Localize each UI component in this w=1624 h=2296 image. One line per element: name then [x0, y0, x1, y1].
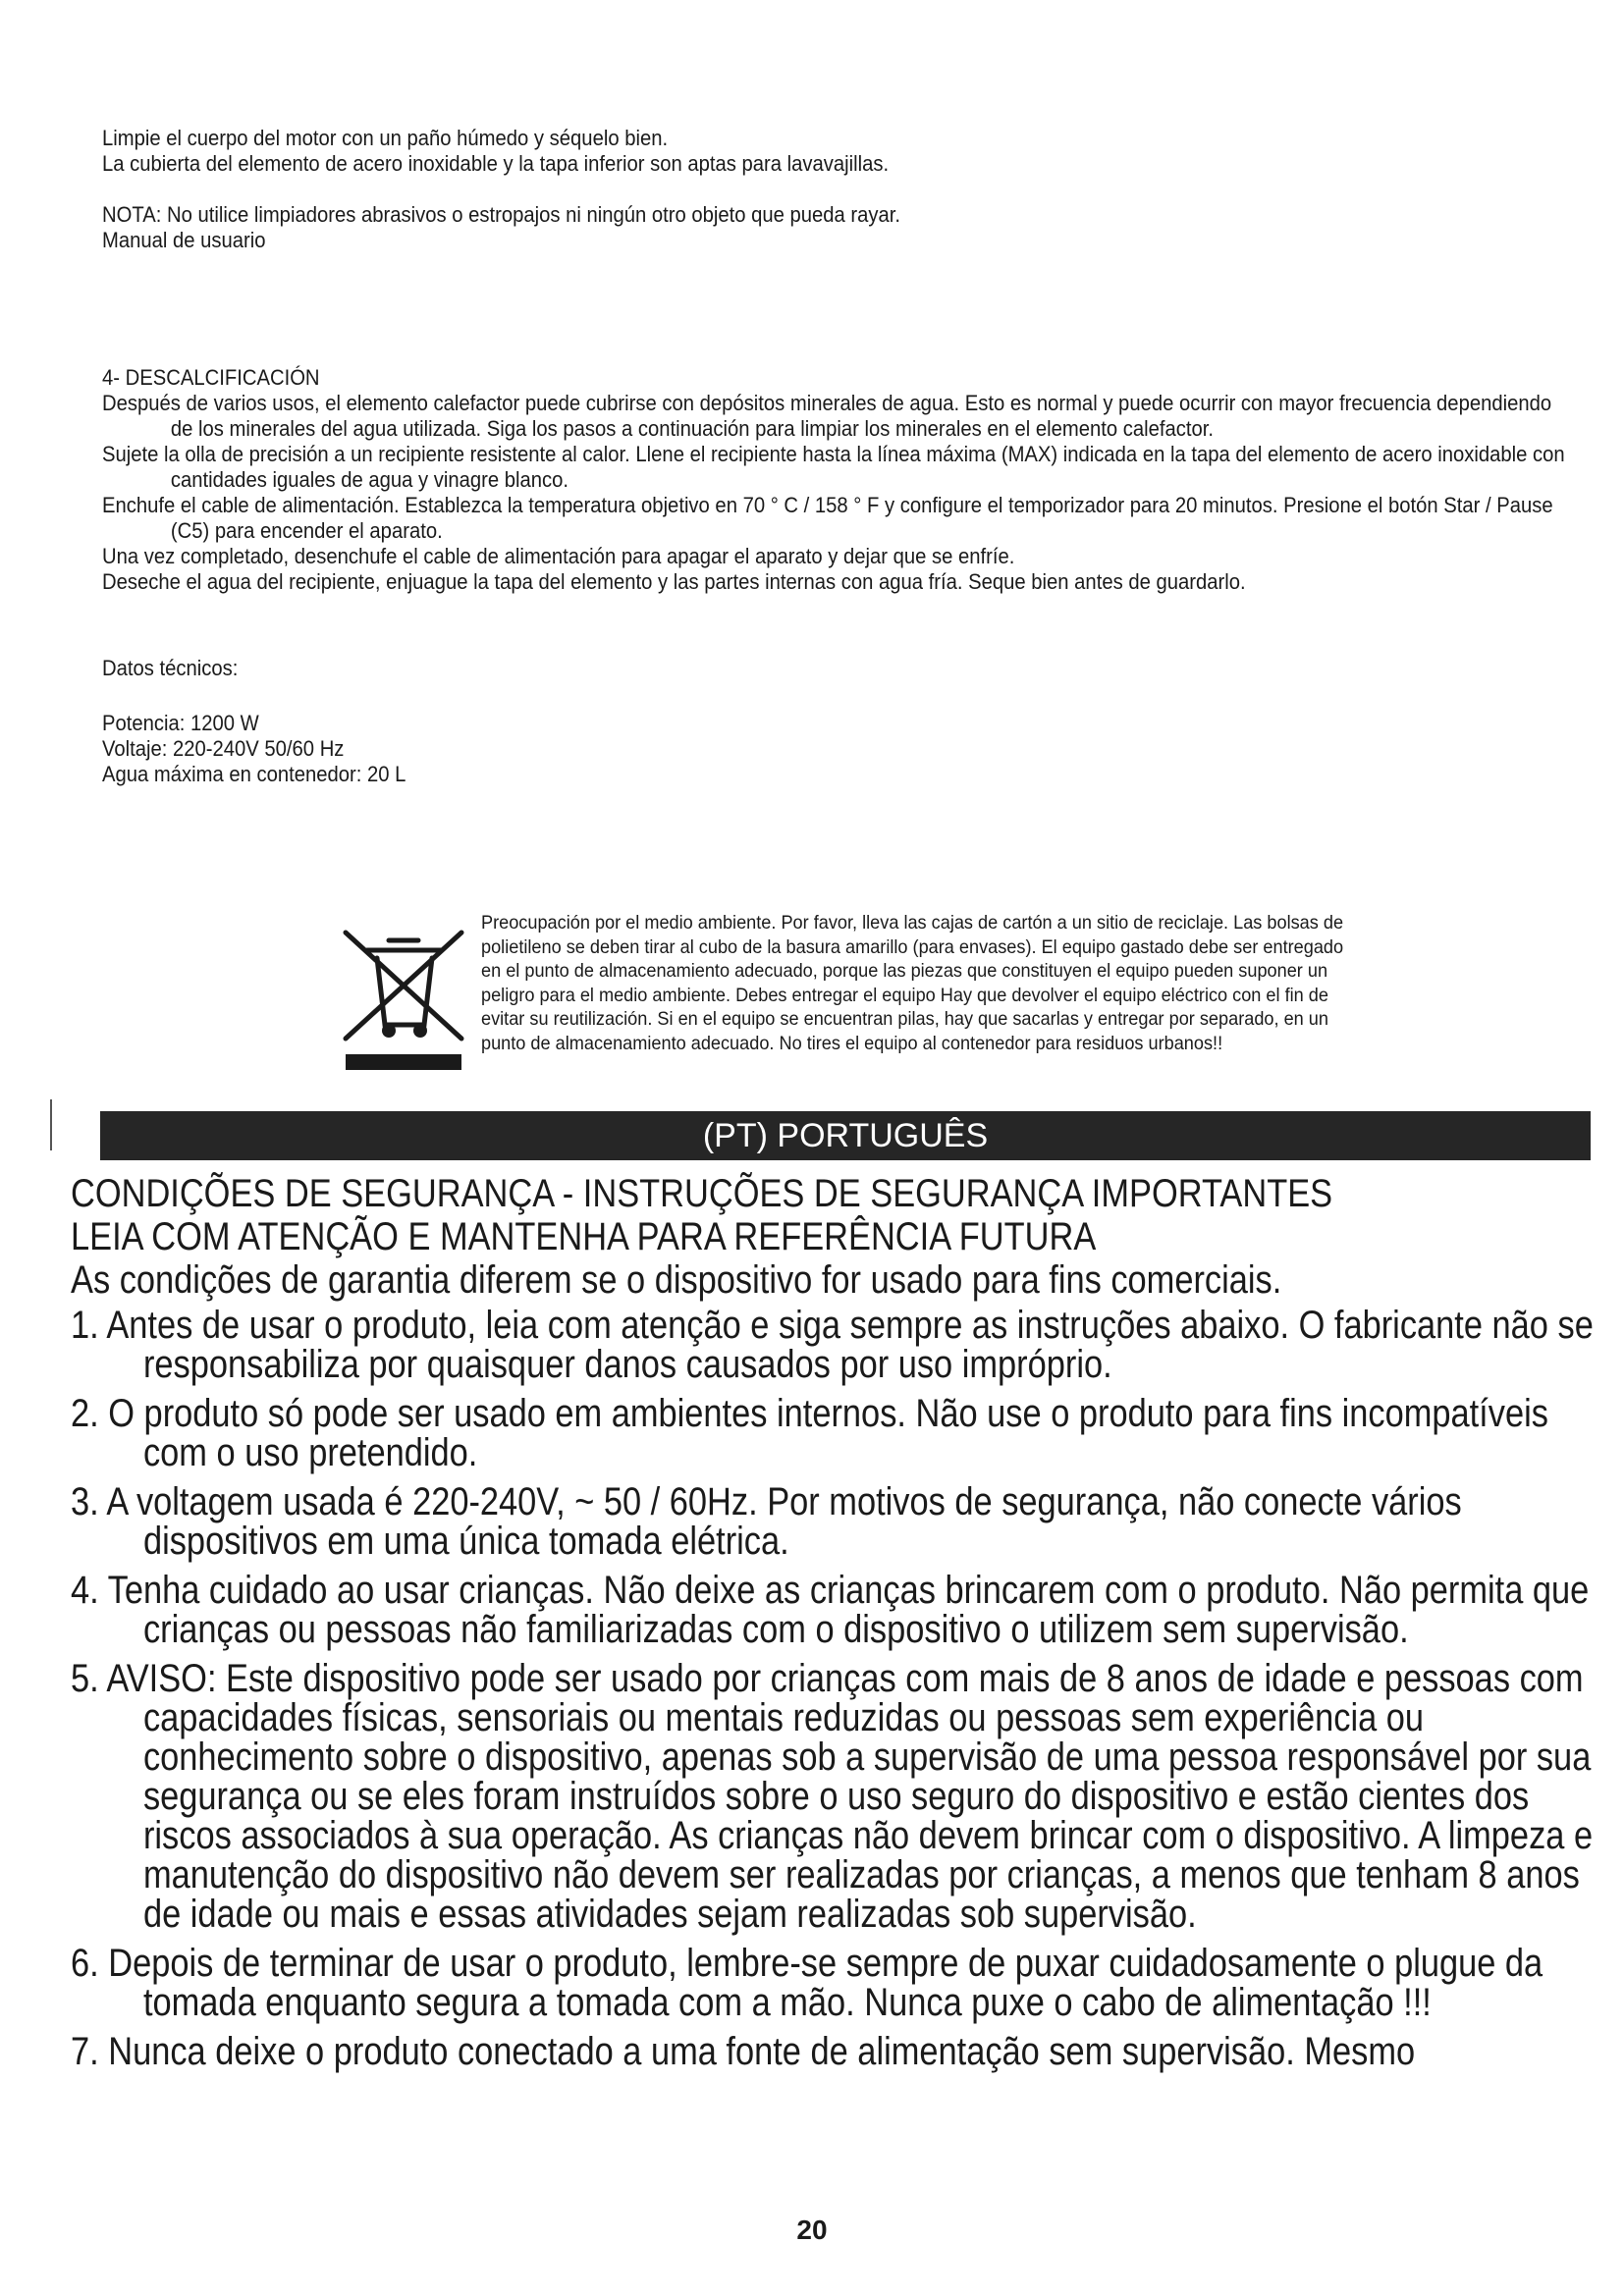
- safety-heading-line: CONDIÇÕES DE SEGURANÇA - INSTRUÇÕES DE SEGURANÇA IMPORTANTES: [71, 1172, 1333, 1215]
- environment-line: peligro para el medio ambiente. Debes entregar el equipo Hay que devolver el equipo eléctrico con el fin de: [481, 984, 1328, 1006]
- descaling-paragraph: Después de varios usos, el elemento calefactor puede cubrirse con depósitos minerales de agua. Esto es normal y puede ocurrir con mayor frecuencia dependiendo de los minerales del agua utilizada. Siga los pasos a continuación para limpiar los minerales en el elemento calefactor.: [102, 391, 1552, 441]
- safety-instruction-item: 2. O produto só pode ser usado em ambientes internos. Não use o produto para fins incompatíveis com o uso pretendido.: [71, 1392, 1548, 1474]
- environment-line: punto de almacenamiento adecuado. No tires el equipo al contenedor para residuos urbanos!!: [481, 1032, 1223, 1054]
- cleaning-line: La cubierta del elemento de acero inoxidable y la tapa inferior son aptas para lavavajillas.: [102, 151, 890, 176]
- environment-line: evitar su reutilización. Si en el equipo se encuentran pilas, hay que sacarlas y entregar por separado, en un: [481, 1008, 1328, 1030]
- page-number: 20: [796, 2215, 828, 2245]
- safety-instruction-item: 7. Nunca deixe o produto conectado a uma fonte de alimentação sem supervisão. Mesmo: [71, 2030, 1416, 2073]
- cleaning-instructions: [102, 126, 1439, 177]
- descaling-paragraph: Una vez completado, desenchufe el cable de alimentación para apagar el aparato y dejar que se enfríe.: [102, 544, 1015, 568]
- spec-capacity: Agua máxima en contenedor: 20 L: [102, 762, 406, 786]
- safety-instruction-item: 1. Antes de usar o produto, leia com atenção e siga sempre as instruções abaixo. O fabricante não se responsabiliza por quaisquer danos causados por uso impróprio.: [71, 1304, 1594, 1386]
- cleaning-note: [102, 202, 1439, 253]
- safety-instructions-pt: [71, 1172, 1594, 2081]
- descaling-paragraph: Enchufe el cable de alimentación. Establezca la temperatura objetivo en 70 ° C / 158 ° F y configure el temporizador para 20 minutos. Presione el botón Star / Pause (C5) para encender el aparato.: [102, 493, 1553, 543]
- technical-data-heading: Datos técnicos:: [102, 656, 239, 680]
- environment-line: Preocupación por el medio ambiente. Por favor, lleva las cajas de cartón a un sitio de reciclaje. Las bolsas de: [481, 912, 1344, 934]
- descaling-title: 4- DESCALCIFICACIÓN: [102, 365, 320, 390]
- spec-voltage: Voltaje: 220-240V 50/60 Hz: [102, 736, 345, 761]
- cleaning-line: Limpie el cuerpo del motor con un paño húmedo y séquelo bien.: [102, 126, 669, 150]
- descaling-paragraph: Sujete la olla de precisión a un recipiente resistente al calor. Llene el recipiente hasta la línea máxima (MAX) indicada en la tapa del elemento de acero inoxidable con cantidades iguales de agua y vinagre blanco.: [102, 442, 1565, 492]
- technical-data-title: [102, 656, 1439, 681]
- safety-heading-line: LEIA COM ATENÇÃO E MANTENHA PARA REFERÊNCIA FUTURA: [71, 1215, 1097, 1258]
- environment-notice: [481, 911, 1449, 1055]
- left-margin-rule: [50, 1099, 52, 1150]
- warranty-intro: As condições de garantia diferem se o dispositivo for usado para fins comerciais.: [71, 1258, 1282, 1302]
- descaling-paragraph: Deseche el agua del recipiente, enjuague la tapa del elemento y las partes internas con agua fría. Seque bien antes de guardarlo.: [102, 569, 1246, 594]
- note-line: NOTA: No utilice limpiadores abrasivos o estropajos ni ningún otro objeto que pueda rayar.: [102, 202, 901, 227]
- language-section-banner: [100, 1111, 1591, 1160]
- safety-instruction-item: 3. A voltagem usada é 220-240V, ~ 50 / 60Hz. Por motivos de segurança, não conecte vários dispositivos em uma única tomada elétrica.: [71, 1480, 1462, 1563]
- descaling-section: [102, 365, 1565, 595]
- safety-instruction-item: 4. Tenha cuidado ao usar crianças. Não deixe as crianças brincarem com o produto. Não permita que crianças ou pessoas não familiarizadas com o dispositivo o utilizem sem supervisão.: [71, 1569, 1590, 1651]
- language-section-title: (PT) PORTUGUÊS: [702, 1117, 989, 1154]
- note-line: Manual de usuario: [102, 228, 266, 252]
- weee-crossed-bin-icon: [340, 927, 467, 1074]
- safety-instruction-list: [71, 1304, 1594, 2073]
- technical-specs: [102, 711, 1439, 787]
- safety-instruction-item: 6. Depois de terminar de usar o produto, lembre-se sempre de puxar cuidadosamente o plugue da tomada enquanto segura a tomada com a mão. Nunca puxe o cabo de alimentação !!!: [71, 1942, 1543, 2024]
- spec-power: Potencia: 1200 W: [102, 711, 259, 735]
- environment-line: en el punto de almacenamiento adecuado, porque las piezas que constituyen el equipo pueden suponer un: [481, 960, 1328, 982]
- environment-line: polietileno se deben tirar al cubo de la basura amarillo (para envases). El equipo gastado debe ser entregado: [481, 935, 1344, 958]
- safety-instruction-item: 5. AVISO: Este dispositivo pode ser usado por crianças com mais de 8 anos de idade e pessoas com capacidades físicas, sensoriais ou mentais reduzidas ou pessoas sem experiência ou conhecimento sobre o dispositivo, apenas sob a supervisão de uma pessoa responsável por sua segurança ou se eles foram instruídos sobre o uso seguro do dispositivo e estão cientes dos riscos associados à sua operação. As crianças não devem brincar com o dispositivo. A limpeza e manutenção do dispositivo não devem ser realizadas por crianças, a menos que tenham 8 anos de idade ou mais e essas atividades sejam realizadas sob supervisão.: [71, 1657, 1594, 1936]
